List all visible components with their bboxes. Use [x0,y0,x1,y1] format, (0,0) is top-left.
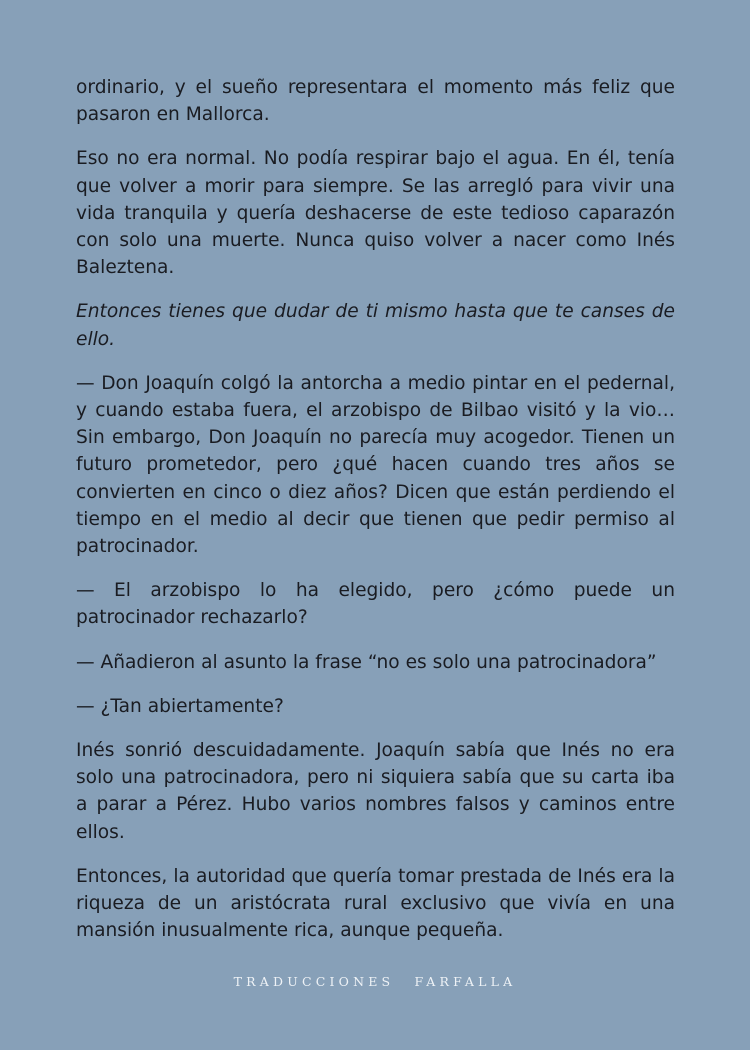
paragraph-3-italic: Entonces tienes que dudar de ti mismo hasta que te canses de ello. [76,301,675,350]
paragraph-8: Inés sonrió descuidadamente. Joaquín sabía que Inés no era solo una patrocinadora, pero ni siquiera sabía que su carta iba a parar a Pérez. Hubo varios nombres falsos y caminos entre ellos. [76,740,675,843]
page-body [76,74,675,944]
paragraph-9: Entonces, la autoridad que quería tomar prestada de Inés era la riqueza de un aristócrata rural exclusivo que vivía en una mansión inusualmente rica, aunque pequeña. [76,865,675,942]
paragraph-2: Eso no era normal. No podía respirar bajo el agua. En él, tenía que volver a morir para siempre. Se las arregló para vivir una vida tranquila y quería deshacerse de este tedioso caparazón con solo una muerte. Nunca quiso volver a nacer como Inés Baleztena. [76,148,675,279]
paragraph-1: ordinario, y el sueño representara el momento más feliz que pasaron en Mallorca. [76,77,675,126]
paragraph-4: — Don Joaquín colgó la antorcha a medio pintar en el pedernal, y cuando estaba fuera, el arzobispo de Bilbao visitó y la vio… Sin embargo, Don Joaquín no parecía muy acogedor. Tienen un futuro prometedor, pero ¿qué hacen cuando tres años se convierten en cinco o diez años? Dicen que están perdiendo el tiempo en el medio al decir que tienen que pedir permiso al patrocinador. [76,372,675,558]
paragraph-6: — Añadieron al asunto la frase “no es solo una patrocinadora” [76,651,657,673]
paragraph-7: — ¿Tan abiertamente? [76,695,284,717]
paragraph-5: — El arzobispo lo ha elegido, pero ¿cómo puede un patrocinador rechazarlo? [76,580,675,629]
page-footer: TRADUCCIONES FARFALLA [233,974,517,989]
